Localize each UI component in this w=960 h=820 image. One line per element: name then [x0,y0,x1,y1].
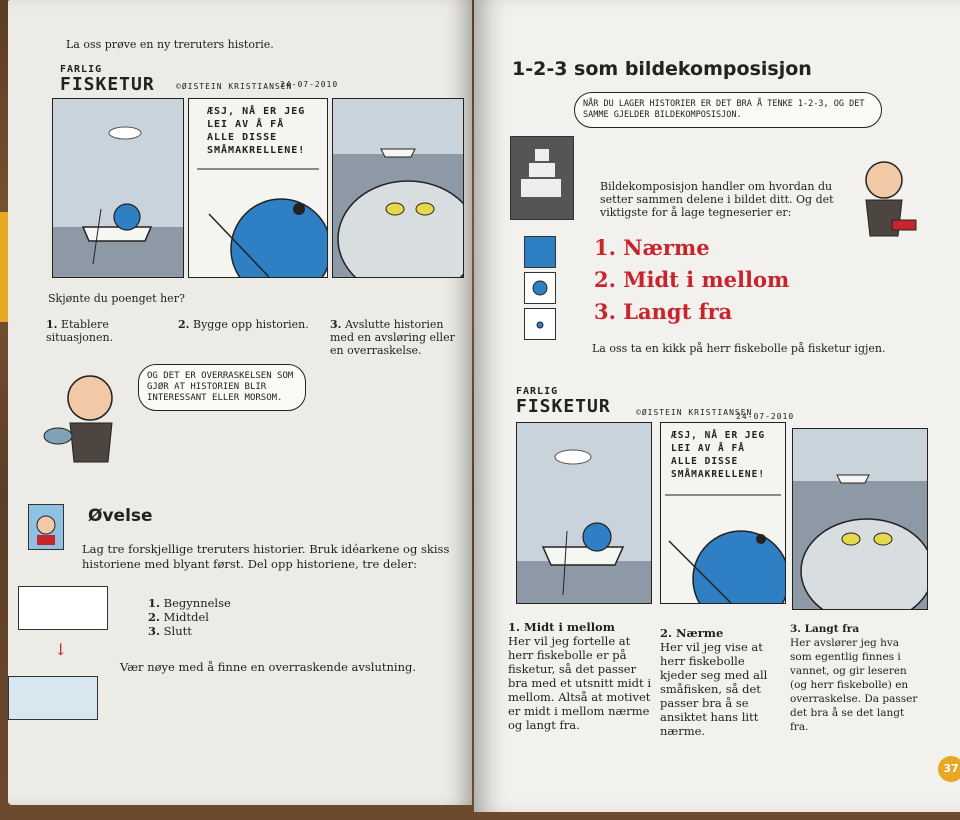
composition-list [594,232,789,328]
right-comic-panel-3 [792,428,928,610]
near-thumb-icon [524,236,556,268]
bubble-line-4: SMÅMAKRELLENE! [207,145,306,156]
caption-3 [790,622,918,734]
right-bubble-line-2: LEI AV Å FÅ [671,443,745,454]
right-comic-credit: ©ØISTEIN KRISTIANSEN [636,408,753,417]
part-1 [148,596,231,610]
caption-2-text: Her vil jeg vise at herr fiskebolle kjeder seg med all småfisken, så det passer bra å se ansiktet hans litt nærme. [660,640,768,738]
left-speech-bubble: OG DET ER OVERRASKELSEN SOM GJØR AT HISTORIEN BLIR INTERESSANT ELLER MORSOM. [138,364,306,411]
list-item-3-text: Langt fra [623,299,733,324]
list-item-1-text: Nærme [623,235,710,260]
step-1-number: 1. [46,318,58,331]
step-1-text: Etablere situasjonen. [46,318,114,344]
right-comic-title-line1: FARLIG [516,386,559,397]
right-bubble-line-3: ALLE DISSE [671,456,739,467]
right-bubble-line-1: ÆSJ, NÅ ER JEG [671,430,766,441]
exercise-title: Øvelse [88,506,153,526]
page-number-badge: 37 [938,756,960,782]
right-comic-panel-1 [516,422,652,604]
part-2-number: 2. [148,610,161,624]
part-3 [148,624,231,638]
lead-text: La oss ta en kikk på herr fiskebolle på fisketur igjen. [592,342,886,355]
part-3-text: Slutt [163,624,192,638]
finished-comic-thumbnail [8,676,98,720]
composition-body: Bildekomposisjon handler om hvordan du setter sammen delene i bildet ditt. Og det viktigste for å lage tegneserier er: [600,180,834,219]
comic-title-line1: FARLIG [60,64,103,75]
big-fish-illustration [333,99,463,277]
list-item-3-number: 3. [594,299,616,324]
caption-1 [508,620,656,732]
right-comic-date: 24-07-2010 [736,412,795,421]
question-text: Skjønte du poenget her? [48,292,185,305]
comic-date: 24-07-2010 [280,80,339,89]
arrow-down-icon: ↓ [54,640,68,659]
composition-icon [510,136,574,220]
part-2 [148,610,231,624]
part-1-number: 1. [148,596,161,610]
left-comic-panel-1 [52,98,184,278]
left-comic-panel-2 [188,98,328,278]
caption-2 [660,626,780,738]
fisherman-boat-illustration [517,423,651,603]
right-speech-bubble: NÅR DU LAGER HISTORIER ER DET BRA Å TENKE 1-2-3, OG DET SAMME GJELDER BILDEKOMPOSISJON. [574,92,882,128]
right-comic-title-line2: FISKETUR [516,396,611,417]
step-3 [330,318,458,357]
list-item-2-number: 2. [594,267,616,292]
list-item-2 [594,264,789,296]
step-2-number: 2. [178,318,190,331]
sketch-thumbnail [18,586,108,630]
caption-3-title: 3. Langt fra [790,623,860,635]
boy-holding-fish-illustration [42,368,128,476]
left-page [8,0,472,805]
step-3-text: Avslutte historien med en avsløring eller en overraskelse. [330,318,455,357]
caption-2-title: 2. Nærme [660,626,724,640]
step-3-number: 3. [330,318,342,331]
fishball-closeup-illustration [661,423,785,603]
middle-thumb-icon [524,272,556,304]
closing-text: Vær nøye med å finne en overraskende avslutning. [120,660,417,674]
list-item-1 [594,232,789,264]
part-1-text: Begynnelse [163,596,231,610]
far-thumb-icon [524,308,556,340]
caption-1-title: 1. Midt i mellom [508,620,615,634]
big-fish-illustration [793,429,927,609]
left-comic-panel-3 [332,98,464,278]
boy-with-toolbox-illustration [844,150,924,260]
caption-1-text: Her vil jeg fortelle at herr fiskebolle er på fisketur, så det passer bra med et utsnitt midt i mellom. Altså at motivet er midt i mellom nærme og langt fra. [508,634,651,732]
bubble-line-3: ALLE DISSE [207,132,278,143]
right-bubble-line-4: SMÅMAKRELLENE! [671,469,766,480]
list-item-3 [594,296,789,328]
step-1 [46,318,166,344]
bubble-line-1: ÆSJ, NÅ ER JEG [207,106,306,117]
fishball-closeup-illustration [189,99,327,277]
page-heading: 1-2-3 som bildekomposisjon [512,58,812,80]
step-2-text: Bygge opp historien. [192,318,309,331]
caption-3-text: Her avslører jeg hva som egentlig finnes i vannet, og gir leseren (og herr fiskebolle) en overraskelse. Da passer det bra å se det langt fra. [790,637,918,733]
comic-credit: ©ØISTEIN KRISTIANSEN [176,82,293,91]
comic-title-line2: FISKETUR [60,74,155,95]
exercise-icon [28,504,64,550]
right-page [474,0,960,812]
right-comic-panel-2 [660,422,786,604]
bubble-line-2: LEI AV Å FÅ [207,119,285,130]
parts-list [148,596,231,638]
step-2 [178,318,328,331]
part-3-number: 3. [148,624,161,638]
fisherman-boat-illustration [53,99,183,277]
list-item-2-text: Midt i mellom [623,267,790,292]
intro-text: La oss prøve en ny treruters historie. [66,38,274,51]
part-2-text: Midtdel [163,610,209,624]
exercise-text: Lag tre forskjellige treruters historier. Bruk idéarkene og skiss historiene med blyant først. Del opp historiene, tre deler: [82,542,450,571]
list-item-1-number: 1. [594,235,616,260]
